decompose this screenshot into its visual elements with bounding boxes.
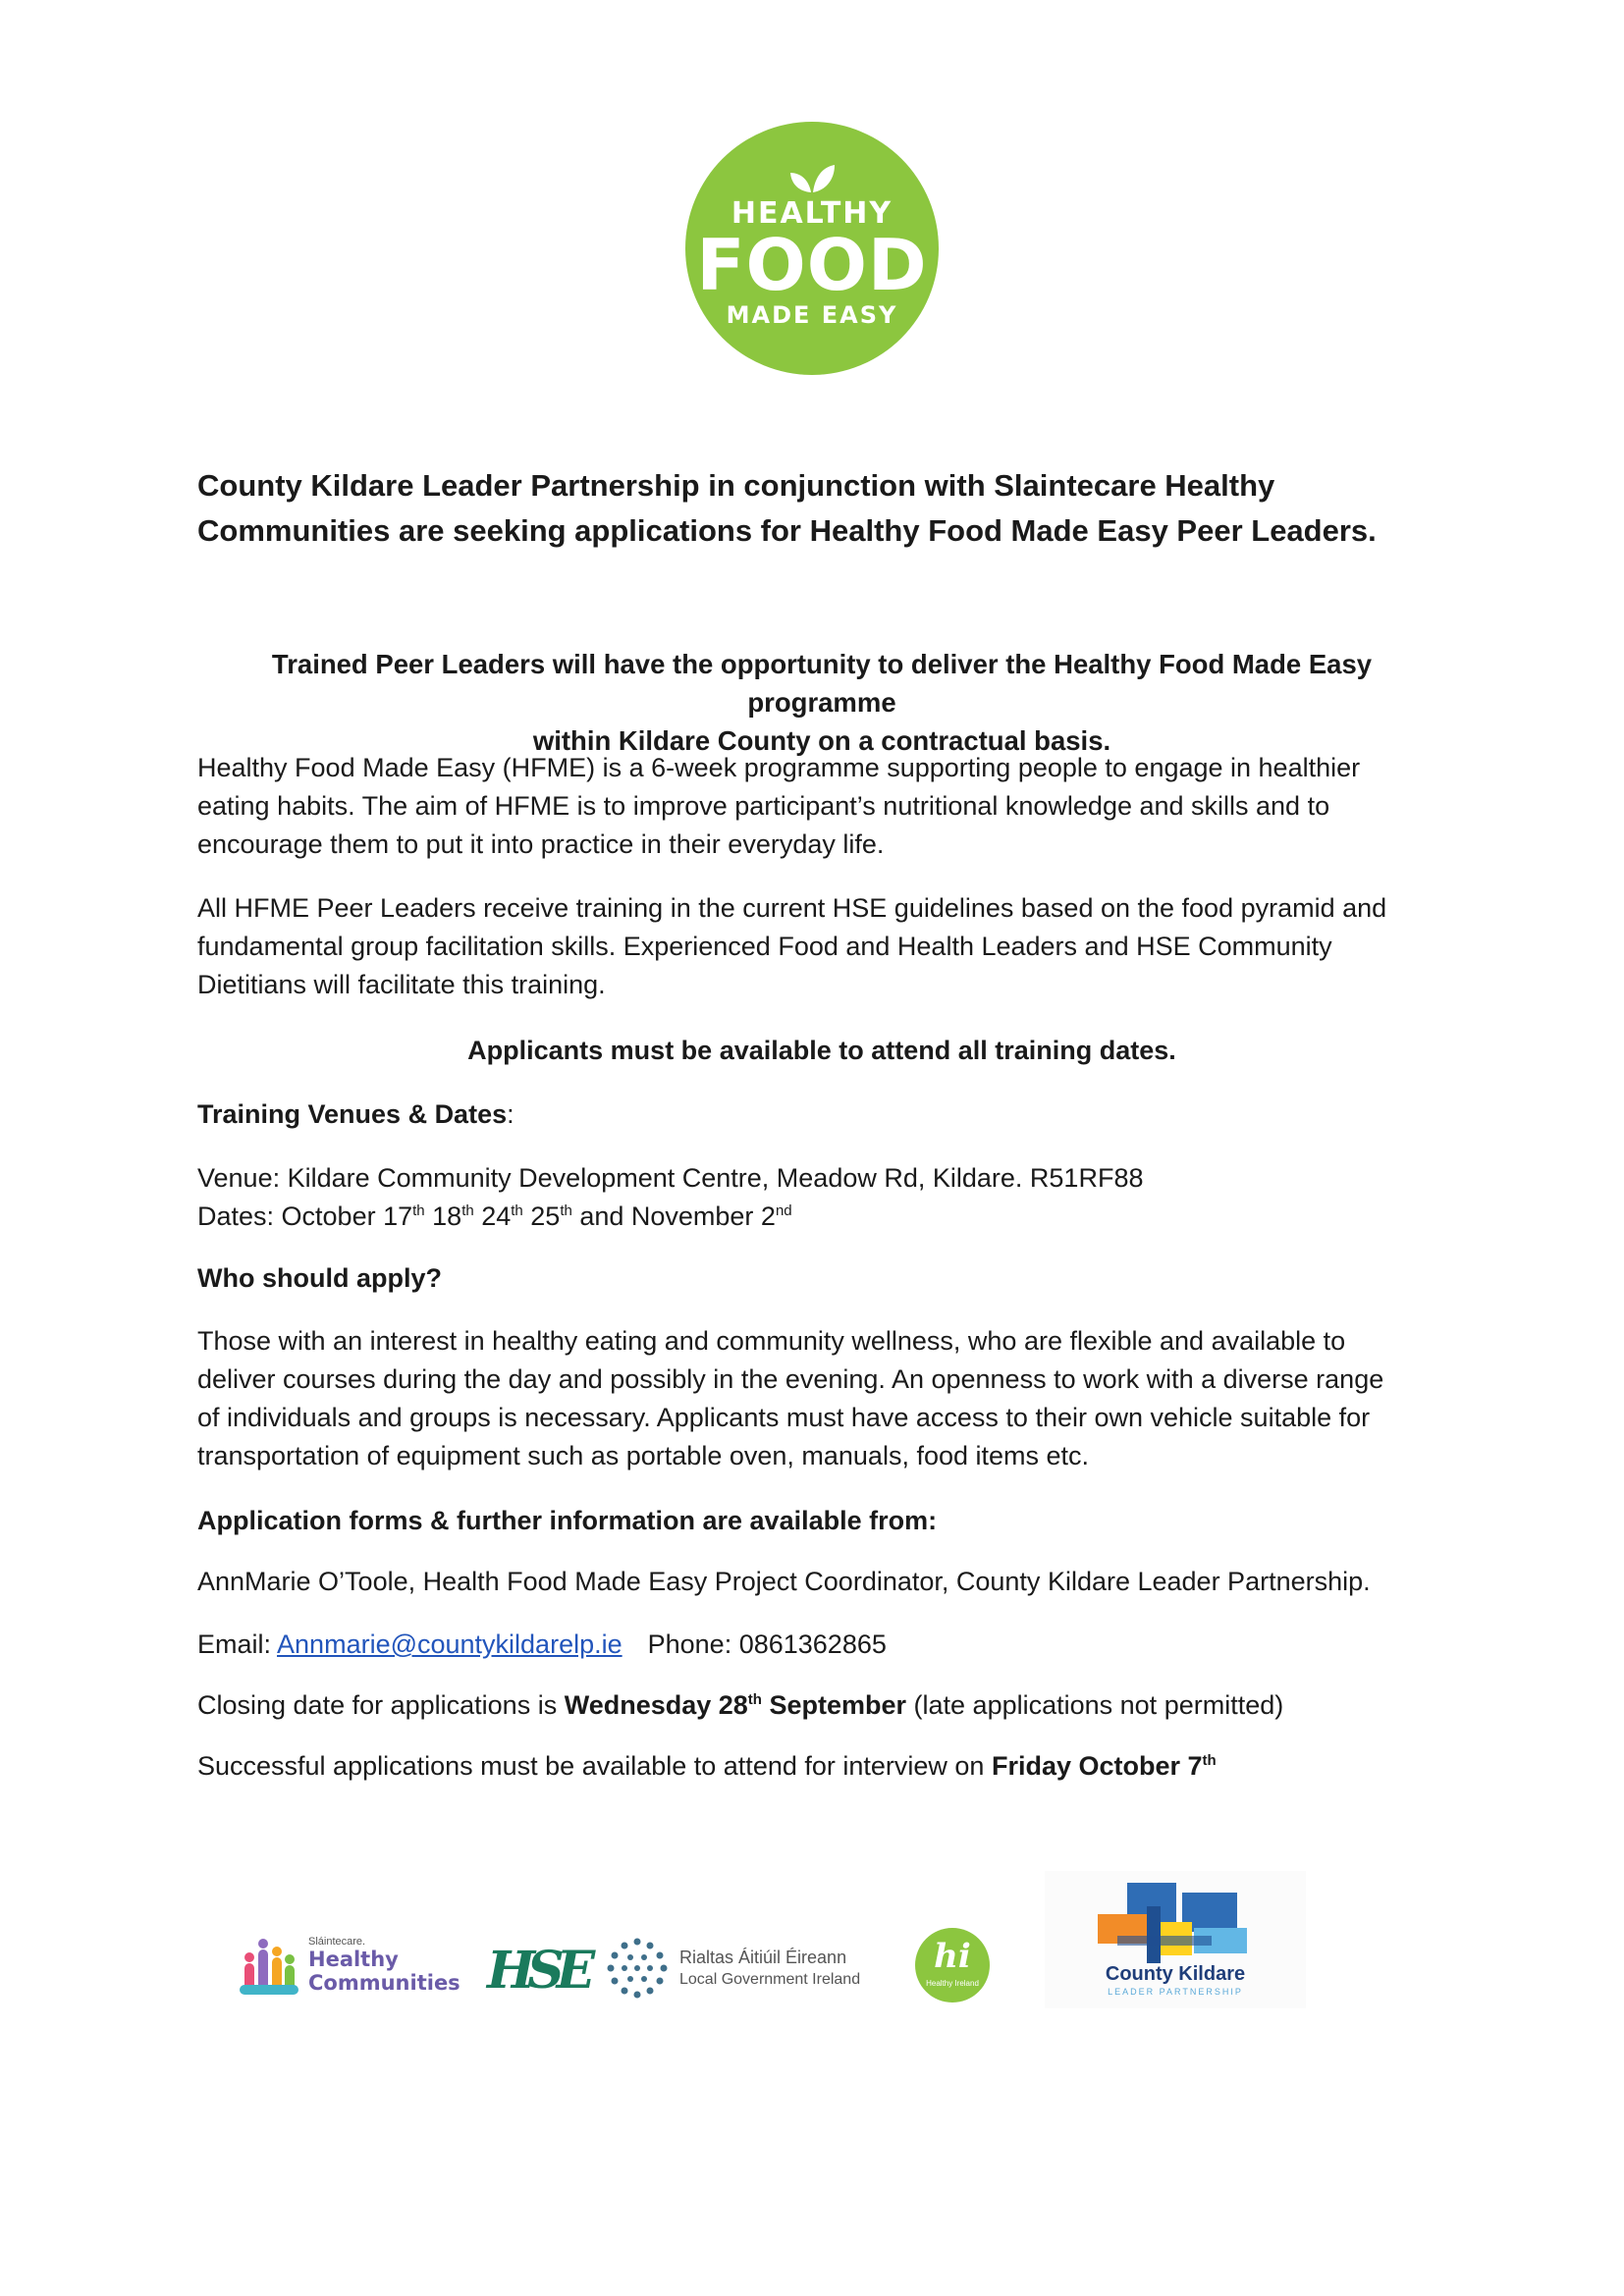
page-heading <box>197 463 1446 554</box>
partner-logos <box>0 1865 1624 2012</box>
leaf-icon <box>787 161 837 194</box>
logo-line-made-easy: MADE EASY <box>726 301 898 329</box>
training-details <box>197 1159 1446 1236</box>
hse-logo <box>487 1941 588 2001</box>
ckl-line2: LEADER PARTNERSHIP <box>1108 1987 1243 1997</box>
venue-line: Venue: Kildare Community Development Centre, Meadow Rd, Kildare. R51RF88 <box>197 1163 1144 1193</box>
text-line: Those with an interest in healthy eating and community wellness, who are flexible and available to <box>197 1326 1346 1356</box>
hi-circle <box>915 1928 990 2002</box>
email-phone-line <box>197 1626 1446 1664</box>
interview-line <box>197 1747 1446 1786</box>
slaintecare-logo <box>240 1930 465 2008</box>
training-heading <box>197 1095 1446 1134</box>
availability-notice: Applicants must be available to attend all training dates. <box>467 1036 1176 1065</box>
text-line: All HFME Peer Leaders receive training in the current HSE guidelines based on the food pyramid and <box>197 893 1387 923</box>
training-heading-label: Training Venues & Dates <box>197 1099 508 1129</box>
healthy-ireland-logo <box>915 1928 994 2006</box>
closing-date-line <box>197 1686 1446 1725</box>
closing-day: Wednesday 28 <box>564 1690 748 1720</box>
ckl-logo <box>1045 1871 1306 2008</box>
email-link[interactable]: Annmarie@countykildarelp.ie <box>277 1629 623 1659</box>
slaintecare-line1: Healthy <box>308 1948 399 1971</box>
dots-icon <box>605 1936 670 2001</box>
intro-paragraph <box>197 645 1446 760</box>
date: 18 <box>424 1201 462 1231</box>
text-line: of individuals and groups is necessary. Applicants must have access to their own vehicle suitable for <box>197 1403 1371 1432</box>
application-heading: Application forms & further information are available from: <box>197 1506 938 1535</box>
slaintecare-line2: Communities <box>308 1971 460 1995</box>
closing-note: (late applications not permitted) <box>906 1690 1284 1720</box>
people-icon <box>240 1930 298 1999</box>
text-line: encourage them to put it into practice in their everyday life. <box>197 829 885 859</box>
interview-prefix: Successful applications must be available to attend for interview on <box>197 1751 992 1781</box>
email-label: Email: <box>197 1629 278 1659</box>
hfme-logo-circle <box>685 122 939 375</box>
date-suffix: nd <box>775 1202 792 1219</box>
intro-line: Trained Peer Leaders will have the opportunity to deliver the Healthy Food Made Easy programme <box>271 649 1373 718</box>
training-description <box>197 889 1446 1004</box>
logo-line-food: FOOD <box>696 224 928 306</box>
date: 25 <box>522 1201 561 1231</box>
date: and November 2 <box>571 1201 776 1231</box>
hfme-logo <box>685 122 939 375</box>
closing-month: September <box>761 1690 907 1720</box>
closing-suffix: th <box>747 1691 762 1708</box>
text-line: Healthy Food Made Easy (HFME) is a 6-week programme supporting people to engage in healthier <box>197 753 1361 782</box>
date-suffix: th <box>412 1202 425 1219</box>
who-paragraph <box>197 1322 1446 1475</box>
heading-line: County Kildare Leader Partnership in conjunction with Slaintecare Healthy <box>197 468 1275 503</box>
who-heading: Who should apply? <box>197 1263 442 1293</box>
text-line: transportation of equipment such as portable oven, manuals, food items etc. <box>197 1441 1090 1470</box>
lgi-line1: Rialtas Áitiúil Éireann <box>679 1948 847 1967</box>
text-line: fundamental group facilitation skills. Experienced Food and Health Leaders and HSE Community <box>197 932 1332 961</box>
closing-prefix: Closing date for applications is <box>197 1690 565 1720</box>
heading-line: Communities are seeking applications for Healthy Food Made Easy Peer Leaders. <box>197 513 1377 548</box>
text-line: deliver courses during the day and possibly in the evening. An openness to work with a diverse range <box>197 1364 1384 1394</box>
hse-logo-text: HSE <box>487 1941 588 2001</box>
interview-date: Friday October 7 <box>991 1751 1203 1781</box>
ckl-line1: County Kildare <box>1105 1963 1246 1985</box>
date: 24 <box>473 1201 512 1231</box>
date-suffix: th <box>461 1202 474 1219</box>
lgi-line2: Local Government Ireland <box>679 1971 861 1988</box>
dates-prefix: Dates: October 17 <box>197 1201 413 1231</box>
text-line: eating habits. The aim of HFME is to improve participant’s nutritional knowledge and skills and to <box>197 791 1330 821</box>
intro-line: within Kildare County on a contractual basis. <box>532 725 1111 756</box>
logo-line-healthy: HEALTHY <box>731 196 893 231</box>
contact-line: AnnMarie O’Toole, Health Food Made Easy Project Coordinator, County Kildare Leader Partnership. <box>197 1567 1371 1596</box>
date-suffix: th <box>511 1202 523 1219</box>
phone-number: Phone: 0861362865 <box>647 1629 887 1659</box>
date-suffix: th <box>560 1202 572 1219</box>
slaintecare-small-text: Sláintecare. <box>308 1936 366 1948</box>
hfme-description <box>197 749 1446 864</box>
hi-text: hi <box>934 1937 971 1976</box>
training-heading-colon: : <box>507 1099 514 1129</box>
text-line: Dietitians will facilitate this training. <box>197 970 606 999</box>
ckl-emblem-icon <box>1088 1879 1265 1967</box>
dates-line <box>197 1198 1446 1236</box>
lgi-logo <box>605 1934 899 2012</box>
interview-suffix: th <box>1202 1752 1217 1769</box>
hi-subtext: Healthy Ireland <box>926 1979 979 1988</box>
